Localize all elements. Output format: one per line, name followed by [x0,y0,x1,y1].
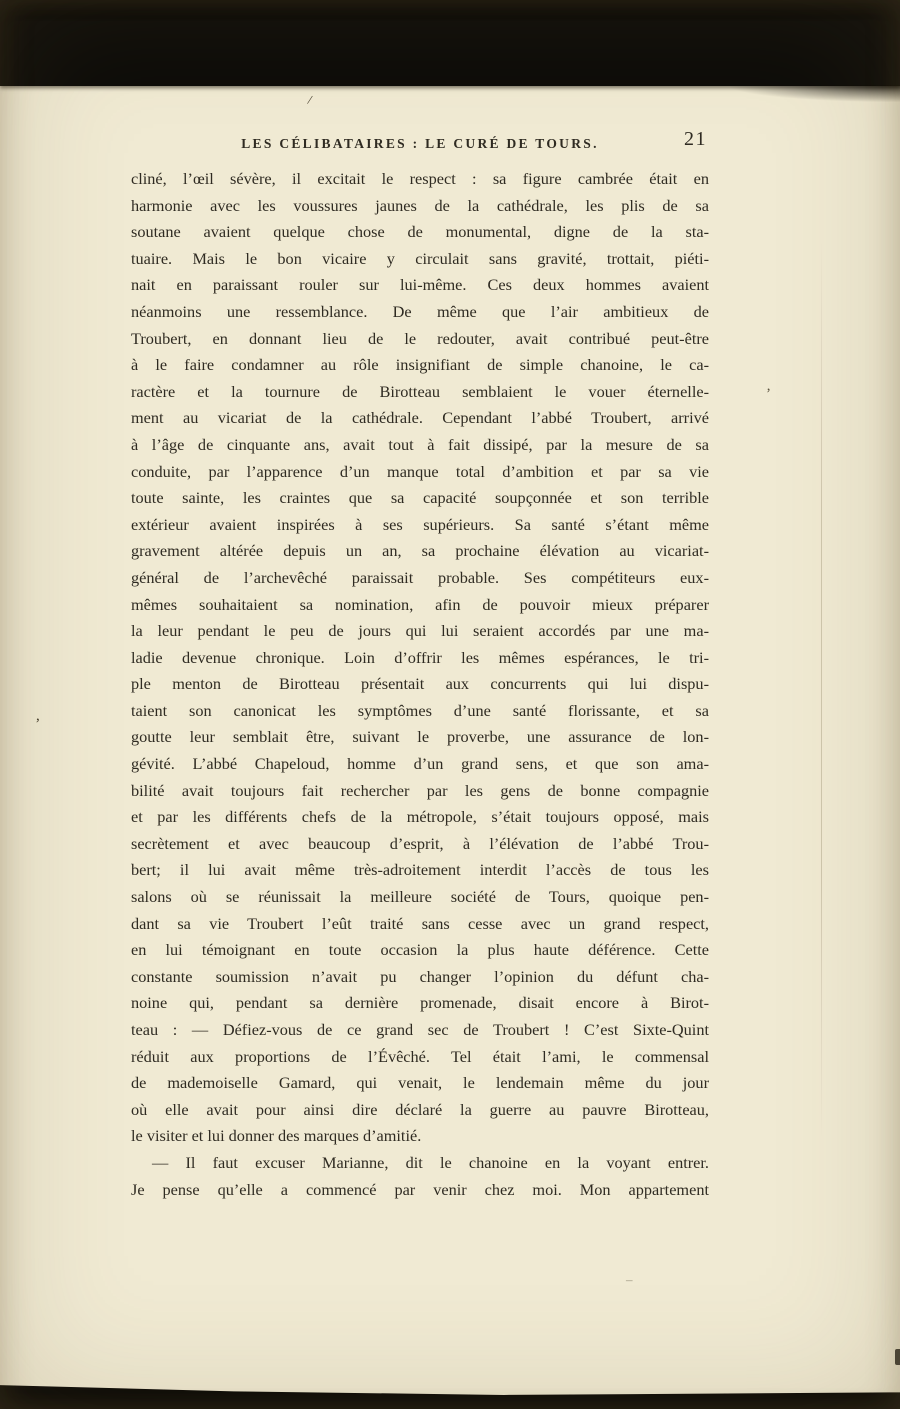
page-crease [821,240,822,1140]
text-line: ractère et la tournure de Birotteau semblaient le vouer éternelle- [131,381,709,401]
text-line: — Il faut excuser Marianne, dit le chanoine en la voyant entrer. [152,1152,709,1172]
text-line: à l’âge de cinquante ans, avait tout à fait dissipé, par la mesure de sa [131,434,709,454]
text-line: ple menton de Birotteau présentait aux concurrents qui lui dispu- [131,674,709,694]
text-line: harmonie avec les voussures jaunes de la cathédrale, les plis de sa [131,195,709,215]
text-line: ladie devenue chronique. Loin d’offrir les mêmes espérances, le tri- [131,647,709,667]
scan-artifact: , [36,708,40,724]
text-line: extérieur avaient inspirées à ses supérieurs. Sa santé s’étant même [131,514,709,534]
text-line: ment au vicariat de la cathédrale. Cependant l’abbé Troubert, arrivé [131,408,709,428]
text-line: la leur pendant le peu de jours qui lui seraient accordés par une ma- [131,621,709,641]
text-line: et par les différents chefs de la métropole, s’était toujours opposé, mais [131,807,709,827]
text-line: dant sa vie Troubert l’eût traité sans cesse avec un grand respect, [131,913,709,933]
running-title: LES CÉLIBATAIRES : LE CURÉ DE TOURS. [241,136,599,151]
text-line: cliné, l’œil sévère, il excitait le respect : sa figure cambrée était en [131,169,709,188]
text-line: conduite, par l’apparence d’un manque total d’ambition et par sa vie [131,461,709,481]
scan-artifact: – [626,1272,633,1287]
text-line: réduit aux proportions de l’Évêché. Tel était l’ami, le commensal [131,1046,709,1066]
text-line: en lui témoignant en toute occasion la plus haute déférence. Cette [131,940,709,960]
text-line: bilité avait toujours fait rechercher par les gens de bonne compagnie [131,780,709,800]
text-line: Je pense qu’elle a commencé par venir chez moi. Mon appartement [131,1179,709,1199]
text-line: nait en paraissant rouler sur lui-même. Ces deux hommes avaient [131,275,709,295]
text-line: Troubert, en donnant lieu de le redouter, avait contribué peut-être [131,328,709,348]
scan-border-bottom [0,1383,900,1409]
text-line: le visiter et lui donner des marques d’amitié. [131,1126,422,1146]
text-line: secrètement et avec beaucoup d’esprit, à l’élévation de l’abbé Trou- [131,833,709,853]
body-text [131,166,709,1203]
text-line: gévité. L’abbé Chapeloud, homme d’un grand sens, et que son ama- [131,754,709,774]
text-line: néanmoins une ressemblance. De même que l’air ambitieux de [131,301,709,321]
scan-artifact [895,1349,900,1365]
page-header [131,128,709,157]
text-line: taient son canonicat les symptômes d’une santé florissante, et sa [131,700,709,720]
text-line: teau : — Défiez-vous de ce grand sec de Troubert ! C’est Sixte-Quint [131,1020,709,1039]
text-line: toute sainte, les craintes que sa capacité soupçonnée et son terrible [131,488,709,508]
text-line: bert; il lui avait même très-adroitement interdit l’accès de tous les [131,860,709,880]
text-line: goutte leur semblait être, suivant le proverbe, une assurance de lon- [131,727,709,747]
page-number: 21 [684,128,707,150]
scan-artifact: / [306,91,314,108]
text-line: de mademoiselle Gamard, qui venait, le lendemain même du jour [131,1073,709,1093]
text-line: où elle avait pour ainsi dire déclaré la guerre au pauvre Birotteau, [131,1099,709,1119]
text-line: général de l’archevêché paraissait probable. Ses compétiteurs eux- [131,567,709,587]
text-line: constante soumission n’avait pu changer l’opinion du défunt cha- [131,966,709,986]
scan-smudge-top-right [730,85,900,102]
text-line: noine qui, pendant sa dernière promenade, disait encore à Birot- [131,993,709,1013]
text-line: à le faire condamner au rôle insignifiant de simple chanoine, le ca- [131,355,709,375]
scan-border-top [0,0,900,86]
text-line: tuaire. Mais le bon vicaire y circulait sans gravité, trottait, piéti- [131,248,709,268]
scan-artifact: ’ [766,386,771,402]
text-line: gravement altérée depuis un an, sa prochaine élévation au vicariat- [131,541,709,561]
text-line: soutane avaient quelque chose de monumental, digne de la sta- [131,222,709,242]
text-line: salons où se réunissait la meilleure société de Tours, quoique pen- [131,887,709,907]
text-line: mêmes souhaitaient sa nomination, afin de pouvoir mieux préparer [131,594,709,614]
